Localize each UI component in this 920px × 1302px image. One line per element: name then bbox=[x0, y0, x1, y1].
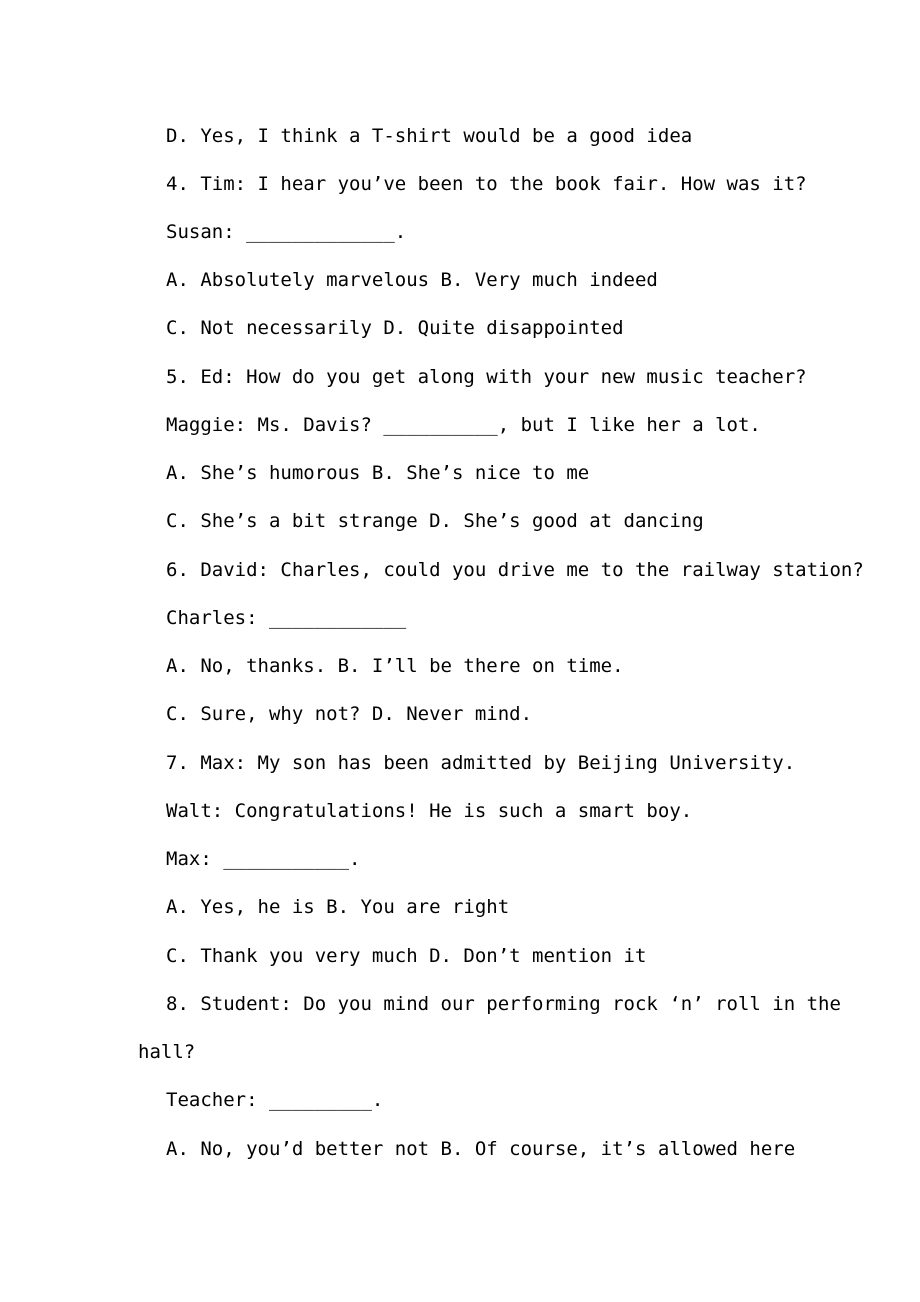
options-7-ab: A. Yes, he is B. You are right bbox=[166, 896, 510, 918]
answer-blank-5: Maggie: Ms. Davis? __________, but I like her a lot. bbox=[166, 414, 761, 436]
answer-blank-4: Susan: _____________. bbox=[166, 221, 407, 243]
dialogue-7-walt: Walt: Congratulations! He is such a smart boy. bbox=[166, 800, 693, 822]
answer-blank-8: Teacher: _________. bbox=[166, 1089, 384, 1111]
question-8: 8. Student: Do you mind our performing rock ‘n’ roll in the bbox=[166, 993, 841, 1015]
options-5-ab: A. She’s humorous B. She’s nice to me bbox=[166, 462, 590, 484]
options-4-ab: A. Absolutely marvelous B. Very much indeed bbox=[166, 269, 658, 291]
answer-blank-7: Max: ___________. bbox=[166, 848, 361, 870]
options-6-cd: C. Sure, why not? D. Never mind. bbox=[166, 703, 533, 725]
answer-blank-6: Charles: ____________ bbox=[166, 607, 407, 629]
options-5-cd: C. She’s a bit strange D. She’s good at dancing bbox=[166, 510, 704, 532]
options-8-ab: A. No, you’d better not B. Of course, it’s allowed here bbox=[166, 1138, 796, 1160]
question-5: 5. Ed: How do you get along with your new music teacher? bbox=[166, 366, 807, 388]
question-7: 7. Max: My son has been admitted by Beijing University. bbox=[166, 752, 796, 774]
options-7-cd: C. Thank you very much D. Don’t mention it bbox=[166, 945, 647, 967]
question-6: 6. David: Charles, could you drive me to the railway station? bbox=[166, 559, 864, 581]
options-6-ab: A. No, thanks. B. I’ll be there on time. bbox=[166, 655, 624, 677]
question-4: 4. Tim: I hear you’ve been to the book fair. How was it? bbox=[166, 173, 807, 195]
option-line-3d: D. Yes, I think a T-shirt would be a good idea bbox=[166, 125, 693, 147]
options-4-cd: C. Not necessarily D. Quite disappointed bbox=[166, 317, 624, 339]
question-8-continued: hall? bbox=[138, 1041, 196, 1063]
